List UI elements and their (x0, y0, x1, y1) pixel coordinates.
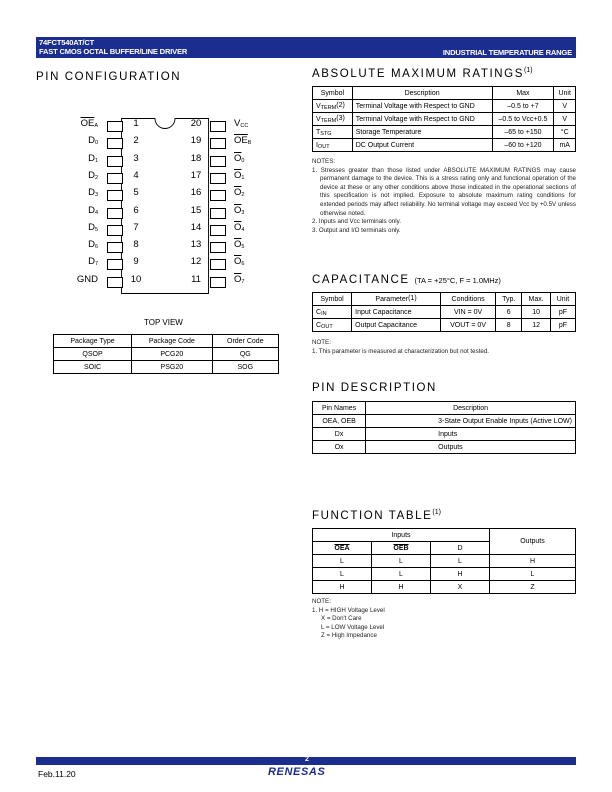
part-description: FAST CMOS OCTAL BUFFER/LINE DRIVER (39, 47, 188, 56)
table-row (313, 100, 576, 113)
part-number: 74FCT540AT/CT (39, 38, 95, 47)
table-cell: pF (550, 319, 575, 332)
table-cell: °C (554, 126, 576, 139)
pin-lead (107, 173, 123, 184)
table-cell: –0.5 to Vcc+0.5 (492, 113, 554, 126)
abs-max-table (312, 86, 576, 152)
table-cell: Terminal Voltage with Respect to GND (352, 100, 492, 113)
abs-max-title: ABSOLUTE MAXIMUM RATINGS$^{(1)}$ (312, 67, 533, 80)
pin-lead (210, 277, 226, 288)
function-table-notes: NOTE: 1. H = HIGH Voltage Level X = Don't Care L = LOW Voltage Level Z = High Impedance (312, 598, 576, 641)
table-cell: H (372, 581, 431, 594)
table-header: $\overline{OEB}$ (372, 542, 431, 555)
pin-number: 2 (133, 135, 139, 147)
footer-date: Feb.11.20 (38, 769, 76, 779)
table-cell: SOIC (54, 361, 132, 374)
table-cell: Storage Temperature (352, 126, 492, 139)
abs-max-notes (312, 158, 576, 235)
table-cell: L (372, 555, 431, 568)
pin-label: $D_6$ (88, 239, 98, 251)
table-header: Parameter(1) (352, 293, 441, 306)
table-header: Package Type (54, 335, 132, 348)
pin-label: $\overline{O}_0$ (234, 152, 245, 164)
table-cell: –65 to +150 (492, 126, 554, 139)
capacitance-note: NOTE: 1. This parameter is measured at characterization but not tested. (312, 339, 490, 355)
pin-label: $D_0$ (88, 135, 98, 147)
table-cell: 12 (522, 319, 551, 332)
table-cell: –0.5 to +7 (492, 100, 554, 113)
table-header: Order Code (212, 335, 278, 348)
note-item: X = Don't Care (321, 615, 362, 623)
function-table (312, 528, 576, 594)
pin-label: $\overline{O}_3$ (234, 204, 245, 216)
table-row (54, 361, 279, 374)
note-item: 1. Stresses greater than those listed under ABSOLUTE MAXIMUM RATINGS may cause permanent damage to the device. This is a stress rating only and functional operation of the device at these or any other conditions above those indicated in the operational sections of this specification is not implied. Exposure to absolute maximum rating conditions for extended periods may affect reliability. No terminal voltage may exceed Vcc by +0.5V unless otherwise noted. (312, 166, 576, 217)
note-item: 1. H = HIGH Voltage Level (312, 606, 385, 614)
pin-label: $D_7$ (88, 256, 98, 268)
pin-label: $D_3$ (88, 187, 98, 199)
pin-lead (210, 242, 226, 253)
note-item: 3. Output and I/O terminals only. (312, 226, 401, 234)
symbol-cell: $T_{STG}$ (313, 126, 353, 139)
table-cell: L (313, 555, 372, 568)
pin-lead (107, 156, 123, 167)
table-cell: X (431, 581, 490, 594)
table-cell: Outputs (366, 441, 576, 454)
pin-lead (210, 173, 226, 184)
table-cell: H (431, 568, 490, 581)
note-item: Z = High Impedance (321, 632, 377, 640)
table-row (313, 581, 576, 594)
table-row (313, 126, 576, 139)
symbol-cell: $V_{TERM}(2)$ (313, 100, 353, 113)
pin-lead (210, 225, 226, 236)
table-cell: H (490, 555, 576, 568)
table-cell: L (490, 568, 576, 581)
pin-number: 6 (133, 204, 139, 216)
pin-number: 7 (133, 221, 139, 233)
pin-lead (210, 138, 226, 149)
function-table-title: FUNCTION TABLE$^{(1)}$ (312, 509, 441, 522)
table-row (313, 555, 576, 568)
pin-lead (107, 190, 123, 201)
table-cell: mA (554, 139, 576, 152)
pin-desc-table (312, 401, 576, 454)
pin-number: 5 (133, 187, 139, 199)
pin-label: $D_4$ (88, 204, 98, 216)
table-row (313, 139, 576, 152)
table-cell: QSOP (54, 348, 132, 361)
table-header: $\overline{OEA}$ (313, 542, 372, 555)
pin-lead (107, 225, 123, 236)
table-cell: DC Output Current (352, 139, 492, 152)
pin-number: 10 (130, 273, 142, 285)
notes-heading: NOTES: (312, 158, 336, 165)
pin-label: $\overline{OE}_A$ (80, 118, 98, 129)
capacitance-conditions: (TA = +25°C, F = 1.0MHz) (414, 276, 501, 285)
table-header: Max. (522, 293, 551, 306)
outputs-header: Outputs (490, 529, 576, 555)
pin-label: $\overline{O}_2$ (234, 187, 245, 199)
table-cell: –60 to +120 (492, 139, 554, 152)
table-cell: 8 (496, 319, 522, 332)
table-cell: pF (550, 306, 575, 319)
pin-lead (107, 242, 123, 253)
pin-name-cell: OEA, OEB (313, 415, 366, 428)
pin-desc-title: PIN DESCRIPTION (312, 382, 437, 394)
pin-label: $\overline{OE}_B$ (234, 135, 252, 147)
symbol-cell: $C_{IN}$ (313, 306, 352, 319)
table-cell: PSG20 (132, 361, 213, 374)
table-cell: H (313, 581, 372, 594)
capacitance-table (312, 292, 576, 332)
pin-number: 14 (190, 221, 202, 233)
table-header: Conditions (440, 293, 495, 306)
table-header: Unit (550, 293, 575, 306)
table-cell: Output Capacitance (352, 319, 441, 332)
table-row (313, 415, 576, 428)
pin-lead (107, 138, 123, 149)
table-header: Description (352, 87, 492, 100)
table-cell: Inputs (366, 428, 576, 441)
table-cell: 6 (496, 306, 522, 319)
pin-label: $D_2$ (88, 169, 98, 181)
pin-number: 18 (190, 152, 202, 164)
table-cell: Z (490, 581, 576, 594)
table-header: D (431, 542, 490, 555)
top-view-label: TOP VIEW (144, 318, 183, 327)
pin-label: $\overline{O}_5$ (234, 239, 245, 251)
pin-lead (210, 156, 226, 167)
pin-label: $\overline{O}_4$ (234, 221, 245, 233)
note-item: 2. Inputs and Vcc terminals only. (312, 218, 401, 226)
table-header: Symbol (313, 293, 352, 306)
pin-number: 3 (133, 152, 139, 164)
pin-number: 17 (190, 169, 202, 181)
table-cell: L (372, 568, 431, 581)
table-cell: 3-State Output Enable Inputs (Active LOW) (366, 415, 576, 428)
pin-lead (210, 259, 226, 270)
pin-label: $D_1$ (88, 152, 98, 164)
table-cell: 10 (522, 306, 551, 319)
table-header: Description (366, 402, 576, 415)
table-row (313, 568, 576, 581)
pin-label: $D_5$ (88, 221, 98, 233)
pin-number: 15 (190, 204, 202, 216)
pin-number: 19 (190, 135, 202, 147)
pin-lead (210, 121, 226, 132)
page-number: 2 (305, 756, 309, 763)
pin-lead (107, 121, 123, 132)
table-header: Package Code (132, 335, 213, 348)
table-row (313, 113, 576, 126)
table-cell: L (431, 555, 490, 568)
pin-name-cell: Ox (313, 441, 366, 454)
table-header: Max (492, 87, 554, 100)
pin-name-cell: Dx (313, 428, 366, 441)
note-item: L = LOW Voltage Level (321, 623, 385, 631)
pin-label: GND (76, 273, 98, 285)
pin-label: $V_{CC}$ (234, 118, 249, 129)
symbol-cell: $V_{TERM}(3)$ (313, 113, 353, 126)
pin-lead (107, 208, 123, 219)
pin-label: $\overline{O}_1$ (234, 169, 245, 181)
renesas-logo: RENESAS (268, 766, 326, 778)
table-cell: V (554, 113, 576, 126)
table-cell: L (313, 568, 372, 581)
table-cell: QG (212, 348, 278, 361)
table-row (54, 348, 279, 361)
table-cell: PCG20 (132, 348, 213, 361)
inputs-header: Inputs (313, 529, 490, 542)
table-row (313, 428, 576, 441)
table-cell: Terminal Voltage with Respect to GND (352, 113, 492, 126)
pin-number: 8 (133, 239, 139, 251)
pin-number: 16 (190, 187, 202, 199)
pin-number: 9 (133, 256, 139, 268)
pin-number: 11 (191, 273, 201, 285)
pin-lead (210, 190, 226, 201)
table-cell: VIN = 0V (440, 306, 495, 319)
package-table (53, 334, 279, 374)
pin-lead (107, 259, 123, 270)
table-row (313, 319, 576, 332)
temperature-range: INDUSTRIAL TEMPERATURE RANGE (442, 48, 572, 57)
pin-label: $\overline{O}_7$ (234, 273, 245, 285)
table-cell: SOG (212, 361, 278, 374)
table-header: Symbol (313, 87, 353, 100)
pin-number: 4 (133, 169, 139, 181)
table-row (313, 441, 576, 454)
symbol-cell: $C_{OUT}$ (313, 319, 352, 332)
table-header: Typ. (496, 293, 522, 306)
pin-lead (107, 277, 123, 288)
pin-number: 20 (190, 118, 202, 129)
pin-label: $\overline{O}_6$ (234, 256, 245, 268)
table-header: Unit (554, 87, 576, 100)
table-cell: V (554, 100, 576, 113)
pin-lead (210, 208, 226, 219)
pin-number: 13 (190, 239, 202, 251)
table-cell: VOUT = 0V (440, 319, 495, 332)
pin-config-title: PIN CONFIGURATION (36, 71, 182, 83)
pin-diagram (0, 0, 310, 320)
symbol-cell: $I_{OUT}$ (313, 139, 353, 152)
pin-number: 1 (133, 118, 139, 129)
table-cell: Input Capacitance (352, 306, 441, 319)
table-header: Pin Names (313, 402, 366, 415)
capacitance-title: CAPACITANCE (TA = +25°C, F = 1.0MHz) (312, 274, 501, 286)
pin-number: 12 (190, 256, 202, 268)
table-row (313, 306, 576, 319)
